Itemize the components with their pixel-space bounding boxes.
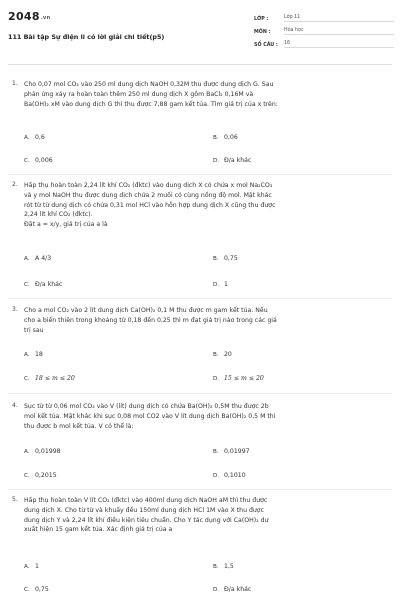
option-text: 0,01997	[224, 448, 250, 455]
option-text: 18	[35, 351, 43, 358]
option-d[interactable]	[213, 157, 251, 164]
meta-key: LỚP :	[254, 17, 269, 22]
option-d[interactable]	[213, 472, 246, 479]
option-letter: A.	[24, 352, 30, 358]
question-line: 2,24 lít khí CO₂ (đktc).	[24, 211, 93, 219]
meta-value: 16	[284, 41, 394, 48]
option-text: 0,006	[35, 157, 53, 164]
question-line: xuất hiện 15 gam kết tủa. Xác định giá trị của a	[24, 526, 173, 534]
option-a[interactable]	[24, 448, 61, 455]
option-text: Đ/a khác	[224, 157, 252, 164]
option-letter: C.	[24, 587, 30, 593]
option-letter: B.	[213, 449, 219, 455]
question-line: dung dịch Y và 2,24 lít khí điều kiện tiêu chuẩn. Cho Y tác dụng với Ca(OH)₂ dư	[24, 516, 269, 524]
option-a[interactable]	[24, 351, 43, 358]
question-line: dung dịch X. Cho từ từ và khuấy đều 150ml dung dịch HCl 1M vào X thu được	[24, 506, 264, 514]
question-number: 5.	[12, 496, 18, 503]
option-letter: B.	[213, 135, 219, 141]
question-number: 2.	[12, 181, 18, 188]
meta-value: Hóa học	[284, 28, 394, 35]
site-logo[interactable]	[8, 10, 50, 23]
meta-key: SỐ CÂU :	[254, 43, 278, 48]
question-line: Cho 0,07 mol CO₂ vào 250 ml dung dịch NaOH 0,32M thu được dung dịch G. Sau	[24, 81, 274, 88]
question-line: cho a biến thiên trong khoảng từ 0,18 đến 0,25 thì m đạt giá trị nào trong các giá	[24, 316, 277, 324]
option-c[interactable]	[24, 157, 53, 164]
option-letter: B.	[213, 256, 219, 262]
question-line: Ba(OH)₂ xM vào dung dịch G thì thu được 7,88 gam kết tủa. Tìm giá trị của x trên:	[24, 100, 278, 108]
option-text: 15 ≤ m ≤ 20	[224, 375, 264, 382]
question-line: Hấp thụ hoàn toàn V lít CO₂ (đktc) vào 400ml dung dịch NaOH aM thì thu được	[24, 497, 268, 504]
header-divider	[8, 64, 392, 65]
question-text	[24, 80, 388, 109]
question-text	[24, 496, 388, 535]
question-number: 1.	[12, 80, 18, 87]
option-text: A 4/3	[35, 255, 52, 262]
question-number: 3.	[12, 306, 18, 313]
meta-value: Lớp 11	[284, 15, 394, 22]
question-line: Cho a mol CO₂ vào 2 lít dung dịch Ca(OH)₂ 0,1 M thu được m gam kết tủa. Nếu	[24, 307, 268, 314]
question-text	[24, 306, 388, 335]
option-c[interactable]	[24, 586, 49, 593]
option-text: 20	[224, 351, 232, 358]
question-divider	[8, 174, 392, 175]
question-divider	[8, 489, 392, 490]
option-d[interactable]	[213, 586, 251, 593]
logo-domain: .vn	[40, 15, 51, 21]
option-text: Đ/a khác	[224, 586, 252, 593]
meta-key: MÔN :	[254, 30, 271, 35]
option-letter: D.	[213, 158, 220, 164]
option-b[interactable]	[213, 351, 232, 358]
question-1	[12, 80, 388, 109]
option-letter: C.	[24, 158, 30, 164]
option-letter: C.	[24, 376, 30, 382]
option-text: 1,5	[224, 563, 234, 570]
question-3	[12, 306, 388, 335]
option-letter: A.	[24, 135, 30, 141]
option-letter: D.	[213, 587, 220, 593]
logo-text: 2048	[8, 10, 40, 23]
option-text: 0,01998	[35, 448, 61, 455]
option-a[interactable]	[24, 563, 39, 570]
question-line: Hấp thụ hoàn toàn 2,24 lít khí CO₂ (đktc) vào dung dịch X có chứa x mol Na₂CO₃	[24, 182, 273, 189]
option-letter: B.	[213, 564, 219, 570]
question-line: rót từ từ dung dịch có chứa 0,31 mol HCl vào hỗn hợp dung dịch X cũng thu được	[24, 201, 276, 209]
option-letter: C.	[24, 282, 30, 288]
option-text: 0,1010	[224, 472, 246, 479]
document-header	[0, 0, 400, 58]
question-divider	[8, 298, 392, 299]
meta-row-class	[254, 11, 394, 22]
option-d[interactable]	[213, 281, 228, 288]
question-line: mol kết tủa. Mặt khác khi sục 0,08 mol CO2 vào V lít dung dịch Ba(OH)₂ 0,5 M thì	[24, 412, 276, 420]
option-c[interactable]	[24, 472, 57, 479]
option-text: 0,75	[35, 586, 49, 593]
option-text: 0,75	[224, 255, 238, 262]
option-letter: D.	[213, 282, 220, 288]
option-letter: D.	[213, 376, 220, 382]
document-meta	[254, 11, 394, 50]
option-letter: A.	[24, 256, 30, 262]
question-text	[24, 402, 388, 431]
option-text: 0,2015	[35, 472, 57, 479]
option-text: 0,6	[35, 134, 45, 141]
option-b[interactable]	[213, 448, 250, 455]
question-line: Sục từ từ 0,06 mol CO₂ vào V (lít) dung dịch có chứa Ba(OH)₂ 0,5M thu được 2b	[24, 403, 269, 410]
option-a[interactable]	[24, 134, 45, 141]
question-text	[24, 181, 388, 230]
option-b[interactable]	[213, 563, 234, 570]
meta-row-count	[254, 37, 394, 48]
option-a[interactable]	[24, 255, 51, 262]
question-line: Đặt a = x/y, giá trị của a là	[24, 221, 108, 229]
option-c[interactable]	[24, 281, 62, 288]
option-text: 18 ≤ m ≤ 20	[35, 375, 75, 382]
option-text: 0,06	[224, 134, 238, 141]
option-d[interactable]	[213, 375, 264, 382]
question-line: và y mol NaOH thu được dung dịch chứa 2 muối có cùng nồng độ mol. Mặt khác	[24, 191, 272, 199]
option-letter: A.	[24, 449, 30, 455]
option-b[interactable]	[213, 134, 238, 141]
question-number: 4.	[12, 402, 18, 409]
option-text: Đ/a khác	[35, 281, 63, 288]
option-b[interactable]	[213, 255, 238, 262]
question-line: trị sau	[24, 326, 44, 334]
option-letter: B.	[213, 352, 219, 358]
option-text: 1	[224, 281, 228, 288]
question-divider	[8, 393, 392, 394]
option-c[interactable]	[24, 375, 75, 382]
option-letter: C.	[24, 473, 30, 479]
option-letter: A.	[24, 564, 30, 570]
question-line: phản ứng xảy ra hoàn toàn thêm 250 ml dung dịch X gồm BaCl₂ 0,16M và	[24, 90, 254, 98]
option-letter: D.	[213, 473, 220, 479]
option-text: 1	[35, 563, 39, 570]
question-line: thu được b mol kết tủa. V có thể là:	[24, 422, 134, 430]
question-4	[12, 402, 388, 431]
meta-row-subject	[254, 24, 394, 35]
question-5	[12, 496, 388, 535]
question-2	[12, 181, 388, 230]
document-title: 111 Bài tập Sự điện li có lời giải chi tiết(p5)	[8, 33, 165, 41]
